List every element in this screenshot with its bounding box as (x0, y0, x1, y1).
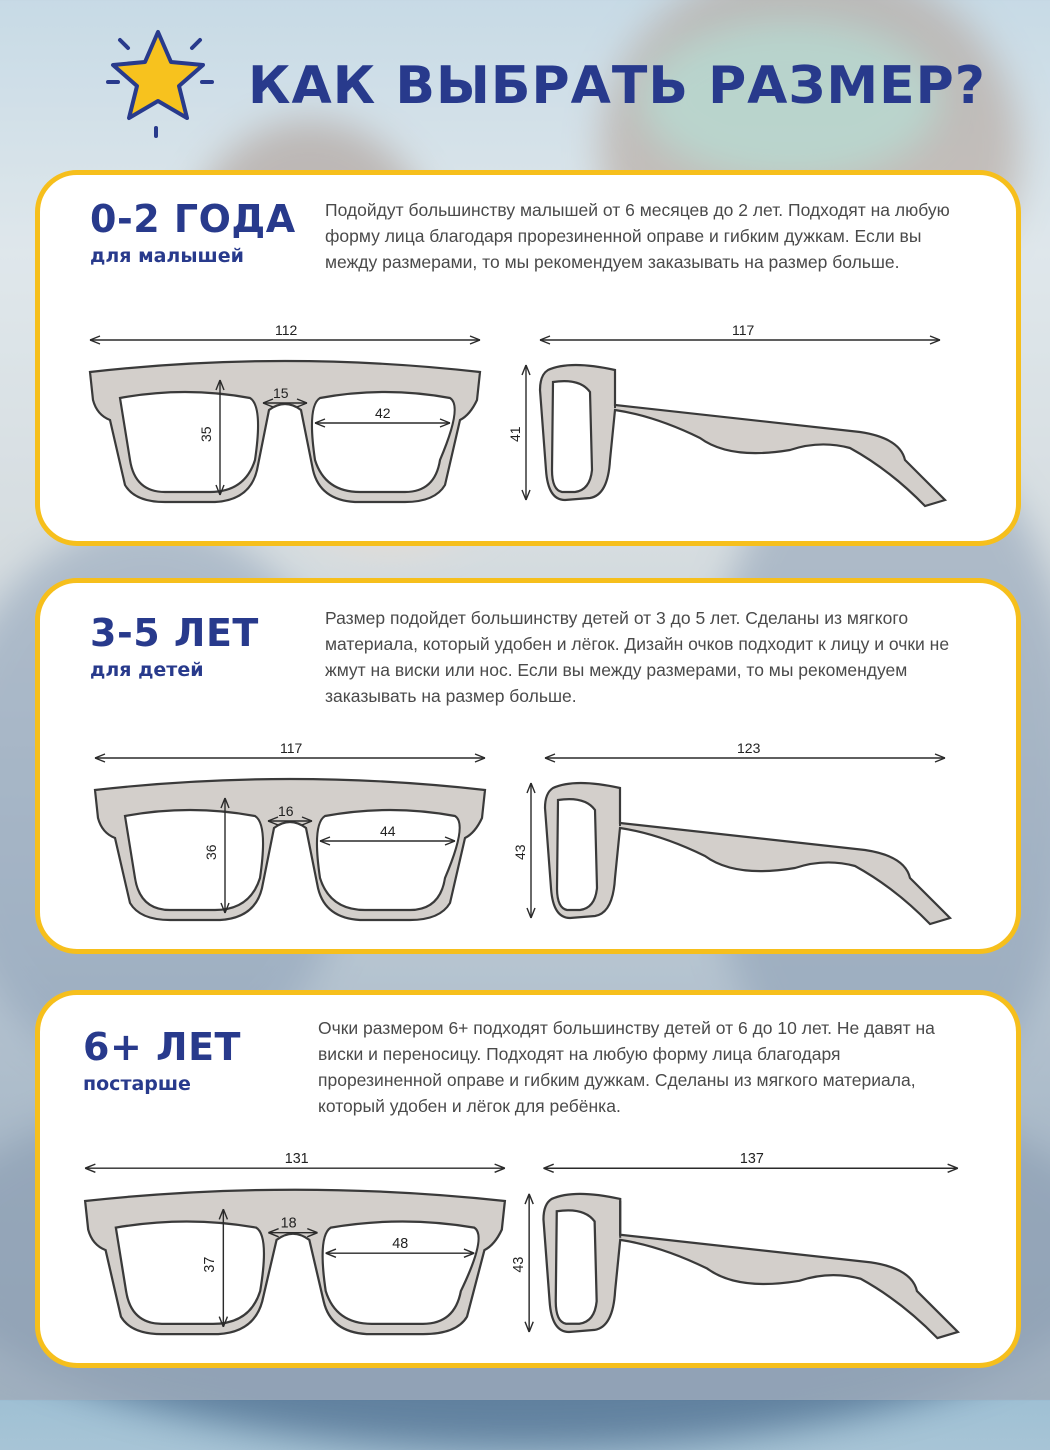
side-height-value: 41 (507, 426, 523, 442)
star-icon (100, 20, 220, 140)
lens-height-value: 35 (198, 426, 214, 442)
lens-width-value: 44 (380, 823, 396, 839)
side-length-value: 117 (732, 322, 755, 338)
side-view-diagram (511, 1145, 963, 1345)
lens-width-value: 48 (392, 1236, 409, 1253)
front-width-value: 112 (275, 322, 298, 338)
size-description: Размер подойдет большинству детей от 3 до 5 лет. Сделаны из мягкого материала, который удобен и лёгок. Дизайн очков подходит к лицу и очки не жмут на виски или нос. Если вы между размерами, то мы рекомендуем заказывать на размер больше. (325, 608, 950, 706)
lens-height-value: 36 (203, 844, 219, 860)
side-view-diagram (507, 320, 950, 510)
age-group-sublabel: для детей (90, 659, 204, 681)
page-title: КАК ВЫБРАТЬ РАЗМЕР? (248, 56, 986, 116)
size-description: Очки размером 6+ подходят большинству детей от 6 до 10 лет. Не давят на виски и переносицу. Подходят на любую форму лица благодаря прорезиненной оправе и гибким дужкам. Сделаны из мягкого материала, который удобен и лёгок для ребёнка. (318, 1018, 935, 1116)
lens-height-value: 37 (202, 1256, 219, 1273)
front-width-value: 131 (284, 1151, 309, 1168)
age-range-label: 3-5 ЛЕТ (90, 611, 259, 655)
age-group-sublabel: постарше (83, 1073, 191, 1095)
size-card-0-2 (35, 170, 1021, 546)
bridge-value: 18 (280, 1215, 297, 1232)
side-height-value: 43 (511, 1256, 527, 1273)
lens-width-value: 42 (375, 405, 391, 421)
size-card-3-5 (35, 578, 1021, 954)
bridge-value: 16 (278, 803, 294, 819)
header (0, 0, 1050, 150)
size-description: Подойдут большинству малышей от 6 месяцев до 2 лет. Подходят на любую форму лица благодаря прорезиненной оправе и гибким дужкам. Если вы между размерами, то мы рекомендуем заказывать на размер больше. (325, 200, 950, 272)
age-group-sublabel: для малышей (90, 245, 244, 267)
age-range-label: 0-2 ГОДА (90, 197, 296, 241)
front-view-diagram (80, 1145, 510, 1345)
side-length-value: 137 (739, 1151, 764, 1168)
side-length-value: 123 (737, 740, 761, 756)
front-width-value: 117 (280, 740, 303, 756)
front-view-diagram (85, 320, 505, 510)
size-card-6plus (35, 990, 1021, 1368)
side-view-diagram (512, 738, 955, 928)
age-range-label: 6+ ЛЕТ (83, 1025, 241, 1069)
front-view-diagram (90, 738, 510, 928)
side-height-value: 43 (512, 844, 528, 860)
bridge-value: 15 (273, 385, 289, 401)
